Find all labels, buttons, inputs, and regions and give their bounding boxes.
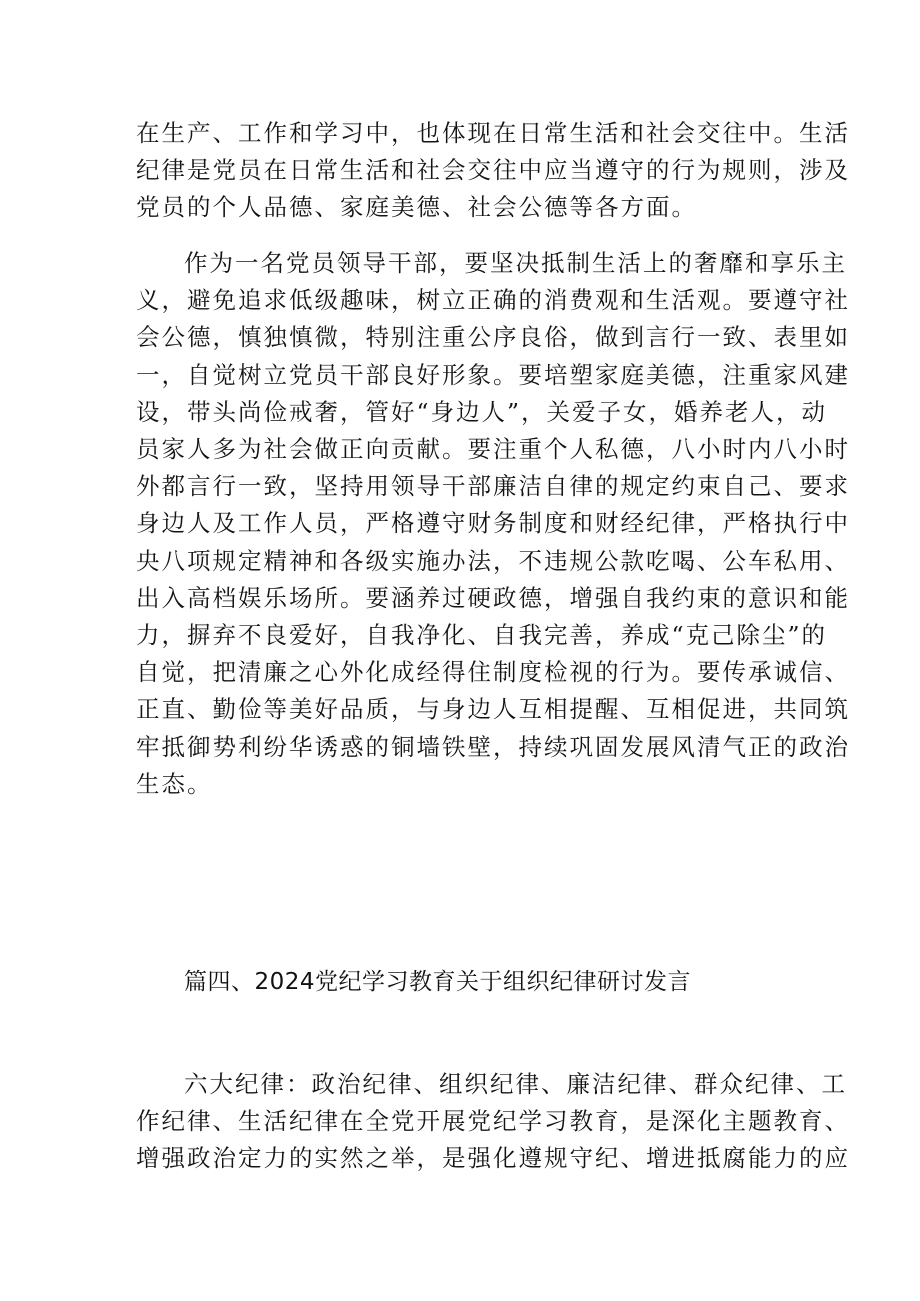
paragraph-2-line: 正直、勤俭等美好品质，与身边人互相提醒、互相促进，共同筑 bbox=[136, 695, 850, 724]
paragraph-1-line: 党员的个人品德、家庭美德、社会公德等各方面。 bbox=[136, 193, 697, 222]
paragraph-2-line: 员家人多为社会做正向贡献。要注重个人私德，八小时内八小时 bbox=[136, 435, 850, 464]
paragraph-3 bbox=[136, 1066, 850, 1178]
paragraph-1-line: 纪律是党员在日常生活和社会交往中应当遵守的行为规则，涉及 bbox=[136, 156, 850, 185]
paragraph-2-line: 外都言行一致，坚持用领导干部廉洁自律的规定约束自己、要求 bbox=[136, 472, 850, 501]
section-heading: 篇四、2024党纪学习教育关于组织纪律研讨发言 bbox=[184, 969, 692, 995]
paragraph-3-line: 六大纪律：政治纪律、组织纪律、廉洁纪律、群众纪律、工 bbox=[184, 1070, 847, 1098]
paragraph-2-line: 央八项规定精神和各级实施办法，不违规公款吃喝、公车私用、 bbox=[136, 546, 850, 575]
paragraph-2-line: 出入高档娱乐场所。要涵养过硬政德，增强自我约束的意识和能 bbox=[136, 583, 850, 612]
paragraph-2-line: 力，摒弃不良爱好，自我净化、自我完善，养成“克己除尘”的 bbox=[136, 621, 828, 650]
paragraph-3-line: 增强政治定力的实然之举，是强化遵规守纪、增进抵腐能力的应 bbox=[136, 1144, 850, 1173]
paragraph-2-line: 身边人及工作人员，严格遵守财务制度和财经纪律，严格执行中 bbox=[136, 509, 850, 538]
paragraph-1 bbox=[136, 115, 850, 227]
paragraph-2-line: 作为一名党员领导干部，要坚决抵制生活上的奢靡和享乐主 bbox=[184, 249, 847, 277]
paragraph-2-line: 会公德，慎独慎微，特别注重公序良俗，做到言行一致、表里如 bbox=[136, 323, 850, 352]
paragraph-3-line: 作纪律、生活纪律在全党开展党纪学习教育，是深化主题教育、 bbox=[136, 1107, 850, 1136]
paragraph-2-line: 义，避免追求低级趣味，树立正确的消费观和生活观。要遵守社 bbox=[136, 286, 850, 315]
paragraph-2-line: 一，自觉树立党员干部良好形象。要培塑家庭美德，注重家风建 bbox=[136, 360, 850, 389]
paragraph-2-line: 牢抵御势利纷华诱惑的铜墙铁壁，持续巩固发展风清气正的政治 bbox=[136, 732, 850, 761]
paragraph-1-line: 在生产、工作和学习中，也体现在日常生活和社会交往中。生活 bbox=[136, 119, 850, 147]
paragraph-2-line: 自觉，把清廉之心外化成经得住制度检视的行为。要传承诚信、 bbox=[136, 658, 850, 687]
paragraph-2-line: 生态。 bbox=[136, 769, 213, 798]
paragraph-2 bbox=[136, 245, 850, 803]
paragraph-2-line: 设，带头尚俭戒奢，管好“身边人”，关爱子女，婚养老人，动 bbox=[136, 397, 828, 426]
